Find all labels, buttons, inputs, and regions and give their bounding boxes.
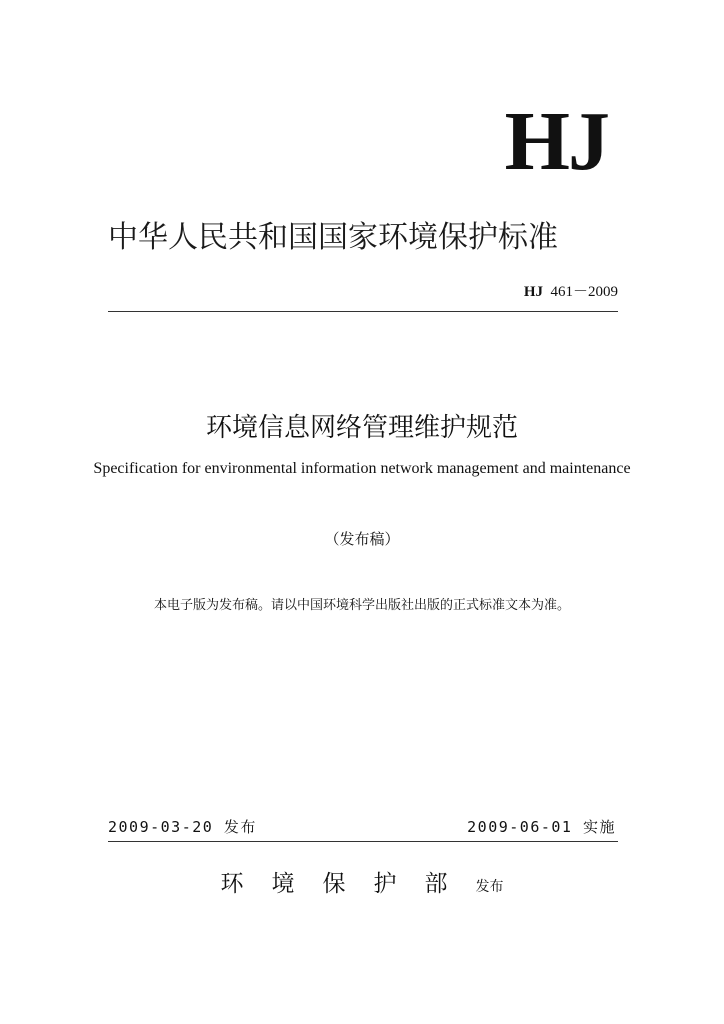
chinese-title: 环境信息网络管理维护规范 (205, 413, 518, 443)
issuer-name: 环境保护部 (220, 871, 476, 897)
standard-number (524, 282, 618, 302)
english-title: Specification for environmental information network management and maintenance (93, 460, 631, 477)
standard-category-title: 中华人民共和国国家环境保护标准 (108, 220, 558, 255)
hj-logo: HJ (504, 95, 608, 188)
effective-date: 2009-06-01 实施 (467, 818, 616, 836)
edition-notice: 本电子版为发布稿。请以中国环境科学出版社出版的正式标准文本为准。 (153, 598, 570, 613)
standard-number-prefix: HJ (523, 284, 543, 300)
issuer (0, 866, 724, 905)
top-divider (108, 311, 618, 312)
release-date: 2009-03-20 发布 (108, 818, 257, 836)
bottom-divider (108, 841, 618, 842)
issuer-suffix: 发布 (475, 879, 504, 895)
standard-number-value: 461－2009 (550, 284, 618, 300)
draft-label: （发布稿） (324, 530, 400, 548)
